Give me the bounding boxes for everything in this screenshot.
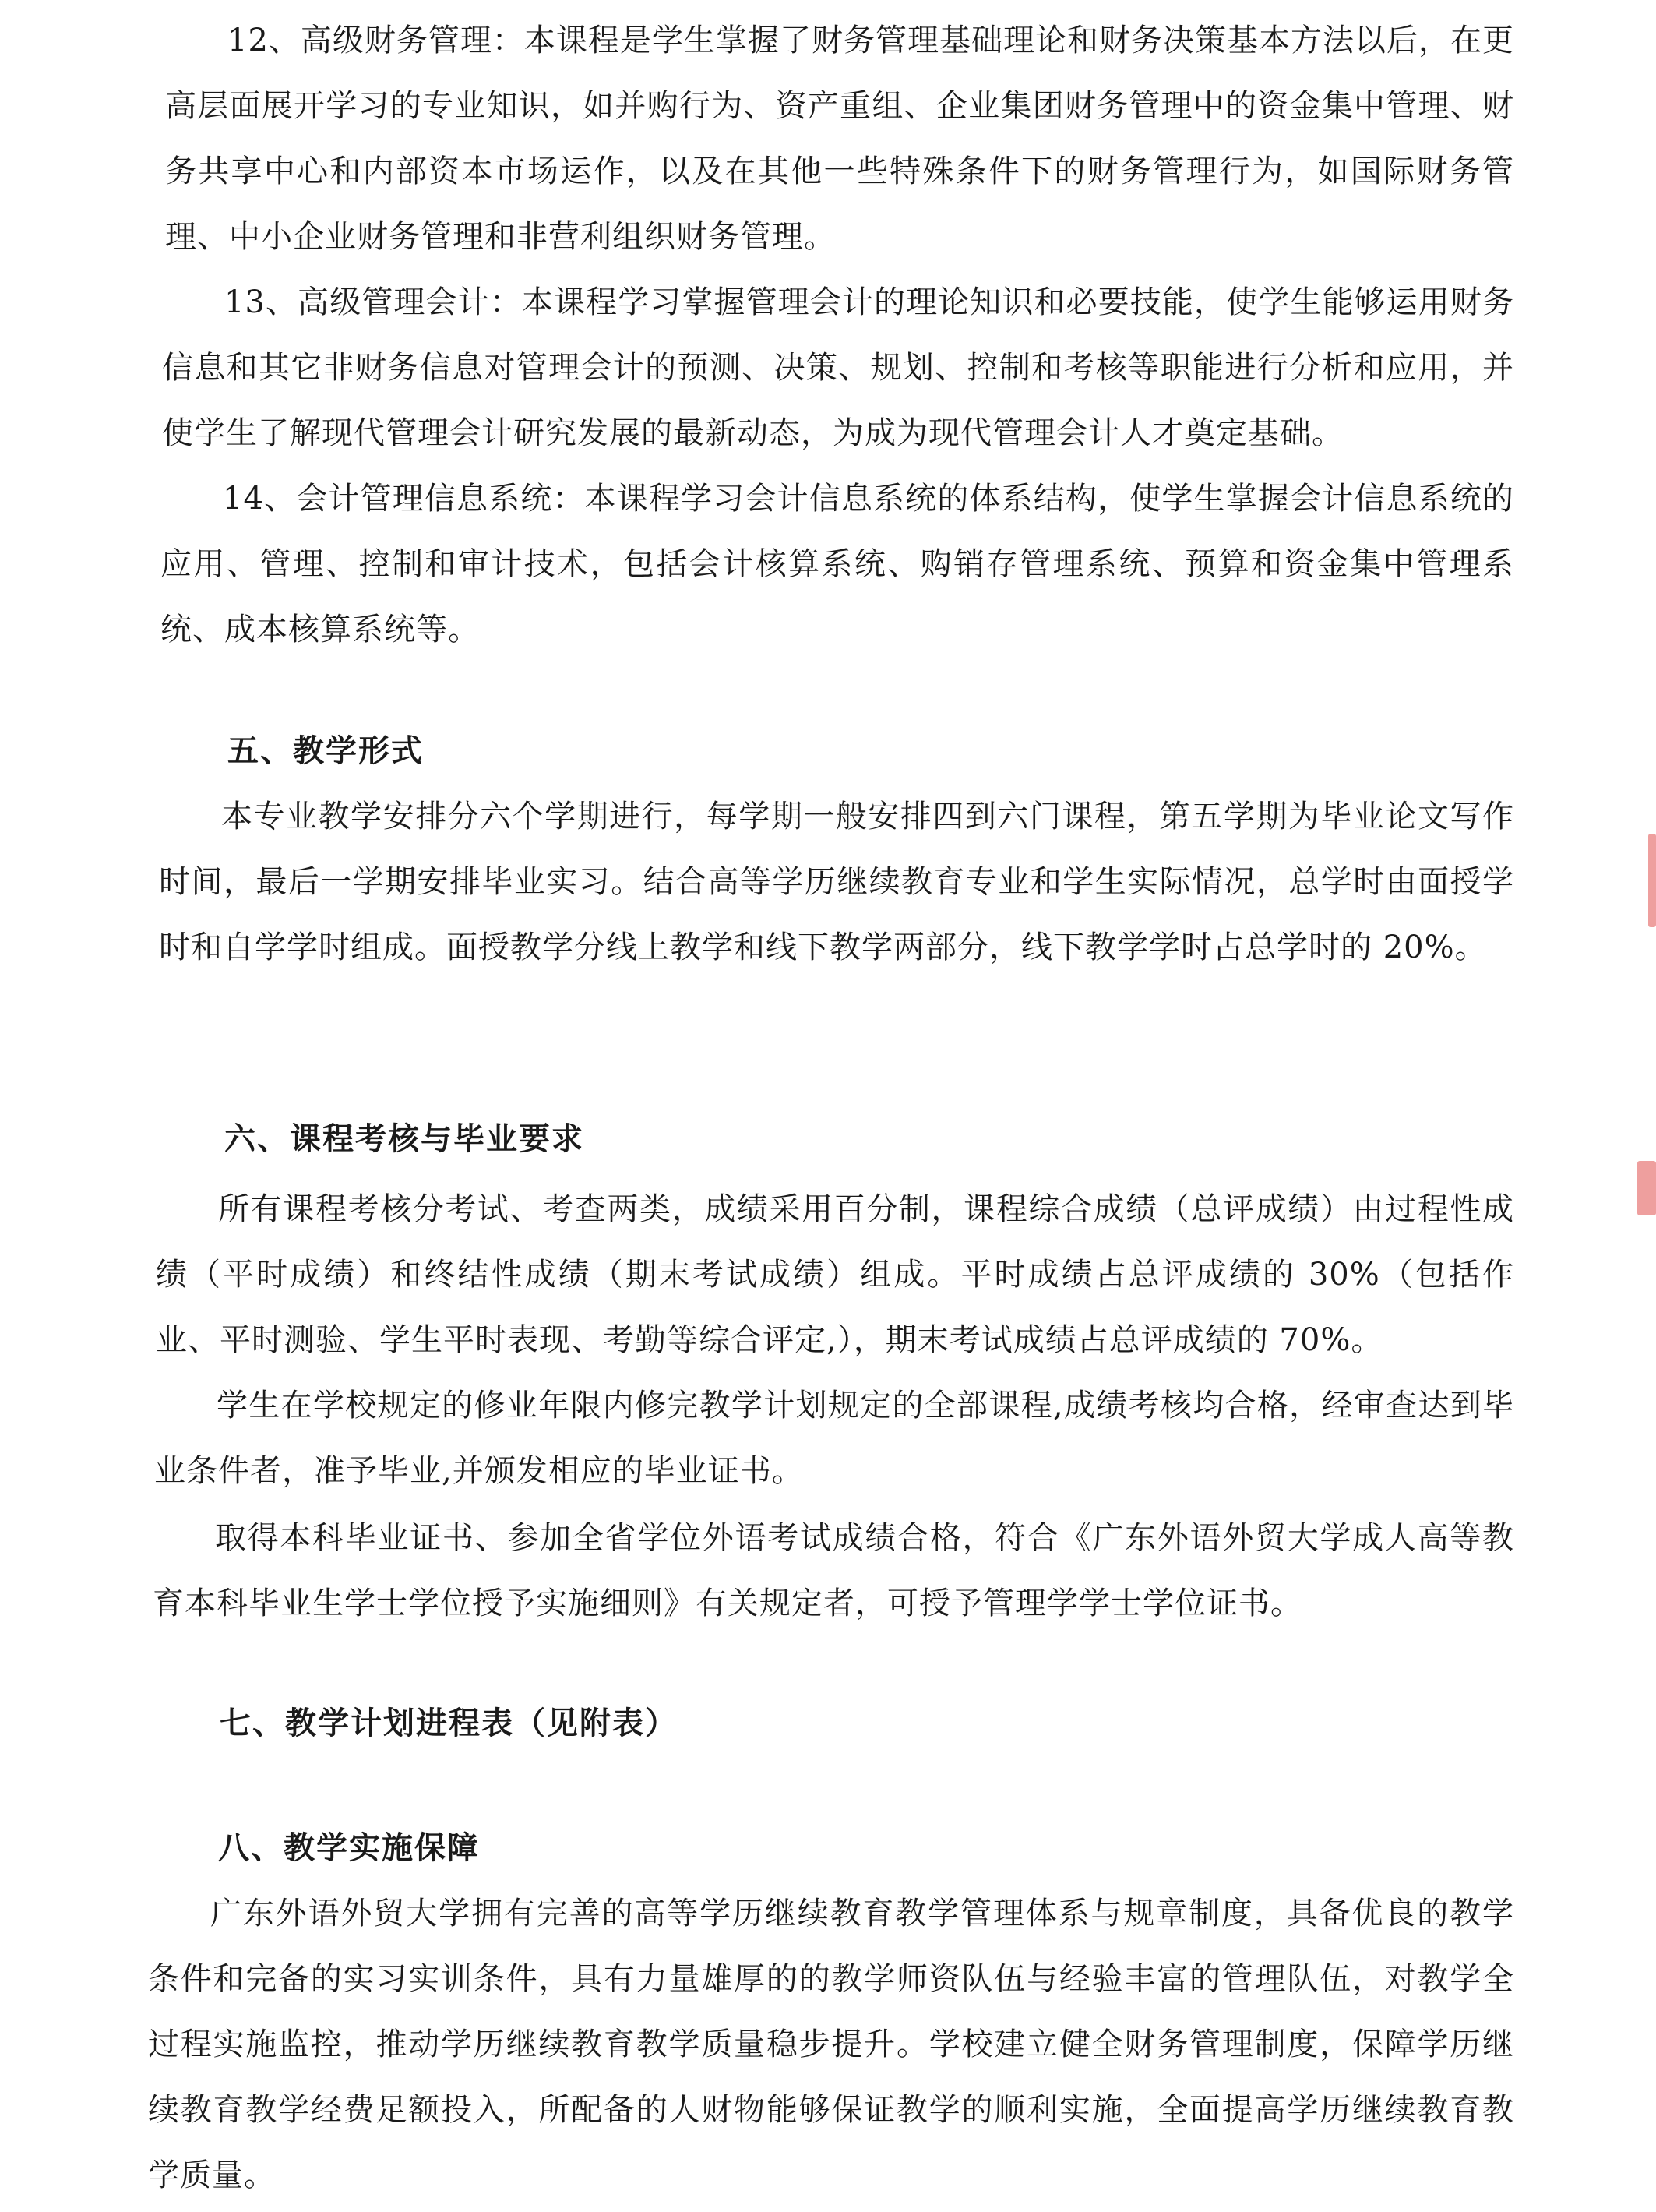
section-6-paragraph-degree: 取得本科毕业证书、参加全省学位外语考试成绩合格，符合《广东外语外贸大学成人高等教育本科毕业生学士学位授予实施细则》有关规定者，可授予管理学学士学位证书。 [153,1520,1514,1621]
section-6-heading: 六、课程考核与毕业要求 [224,1121,584,1157]
section-7-heading: 七、教学计划进程表（见附表） [220,1706,678,1741]
section-6-paragraph-grading: 所有课程考核分考试、考查两类，成绩采用百分制，课程综合成绩（总评成绩）由过程性成绩（平时成绩）和终结性成绩（期末考试成绩）组成。平时成绩占总评成绩的 30%（包括作业、平时测验、学生平时表现、考勤等综合评定,），期末考试成绩占总评成绩的 70%。 [156,1191,1514,1358]
section-5-paragraph: 本专业教学安排分六个学期进行，每学期一般安排四到六门课程，第五学期为毕业论文写作时间，最后一学期安排毕业实习。结合高等学历继续教育专业和学生实际情况，总学时由面授学时和自学学时组成。面授教学分线上教学和线下教学两部分，线下教学学时占总学时的 20%。 [159,799,1514,965]
section-8-paragraph: 广东外语外贸大学拥有完善的高等学历继续教育教学管理体系与规章制度，具备优良的教学条件和完备的实习实训条件，具有力量雄厚的的教学师资队伍与经验丰富的管理队伍，对教学全过程实施监控，推动学历继续教育教学质量稳步提升。学校建立健全财务管理制度，保障学历继续教育教学经费足额投入，所配备的人财物能够保证教学的顺利实施，全面提高学历继续教育教学质量。 [148,1896,1514,2193]
course-12-description: 12、高级财务管理：本课程是学生掌握了财务管理基础理论和财务决策基本方法以后，在更高层面展开学习的专业知识，如并购行为、资产重组、企业集团财务管理中的资金集中管理、财务共享中心和内部资本市场运作，以及在其他一些特殊条件下的财务管理行为，如国际财务管理、中小企业财务管理和非营利组织财务管理。 [165,23,1514,255]
course-13-description: 13、高级管理会计：本课程学习掌握管理会计的理论知识和必要技能，使学生能够运用财务信息和其它非财务信息对管理会计的预测、决策、规划、控制和考核等职能进行分析和应用，并使学生了解现代管理会计研究发展的最新动态，为成为现代管理会计人才奠定基础。 [162,284,1514,451]
seal-edge-mark-lower [1637,1161,1656,1215]
section-6-paragraph-graduation: 学生在学校规定的修业年限内修完教学计划规定的全部课程,成绩考核均合格，经审查达到毕业条件者，准予毕业,并颁发相应的毕业证书。 [154,1388,1514,1489]
course-14-description: 14、会计管理信息系统：本课程学习会计信息系统的体系结构，使学生掌握会计信息系统的应用、管理、控制和审计技术，包括会计核算系统、购销存管理系统、预算和资金集中管理系统、成本核算系统等。 [160,481,1514,647]
section-5-heading: 五、教学形式 [227,733,424,769]
seal-edge-mark-upper [1648,834,1656,927]
section-8-heading: 八、教学实施保障 [218,1830,480,1866]
